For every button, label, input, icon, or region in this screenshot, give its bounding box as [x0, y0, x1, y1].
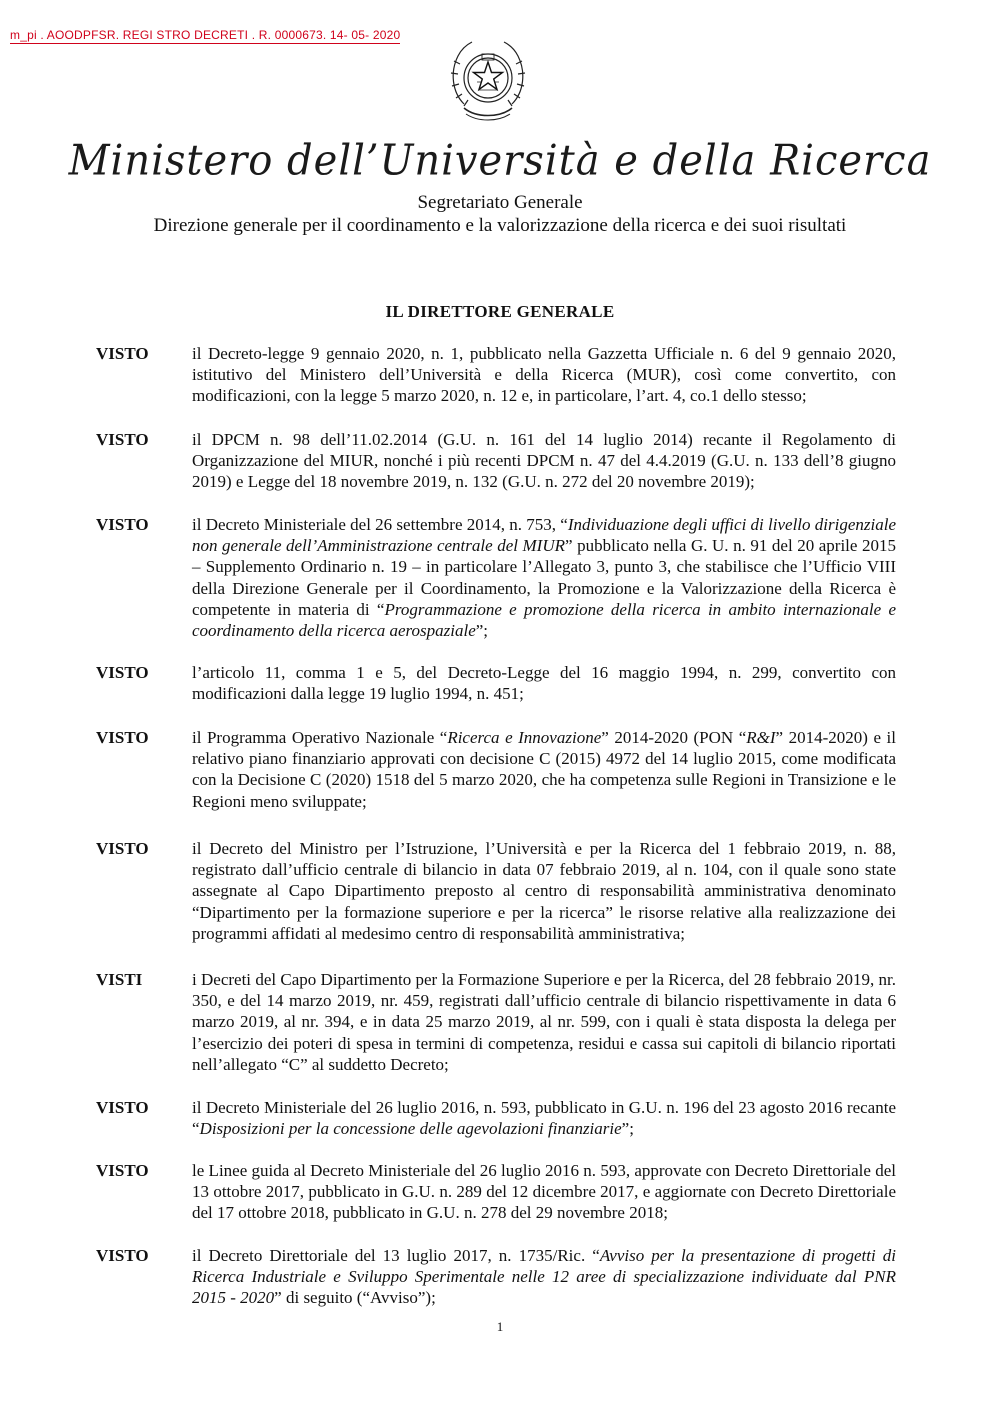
segretariato-heading: Segretariato Generale: [417, 192, 583, 213]
clause-keyword: VISTO: [96, 344, 149, 363]
clause-5: [96, 727, 896, 812]
clause-7: [96, 969, 896, 1075]
clause-body: il Decreto del Ministro per l’Istruzione, l’Università e per la Ricerca del 1 febbraio 2019, n. 88, registrato dall’ufficio centrale di bilancio in data 07 febbraio 2019, al n. 104, con il quale sono state assegnate al Capo Dipartimento preposto al centro di responsabilità amministrativa denominato “Dipartimento per la formazione superiore e per la ricerca” le risorse relative alla realizzazione dei programmi affidati al medesimo centro di responsabilità amministrativa;: [192, 839, 896, 943]
clause-2: [96, 429, 896, 493]
clause-body: i Decreti del Capo Dipartimento per la Formazione Superiore e per la Ricerca, del 28 febbraio 2019, nr. 350, e del 14 marzo 2019, nr. 459, registrati dall’ufficio centrale di bilancio rispettivamente in data 6 marzo 2019, al nr. 394, e in data 25 marzo 2019, al nr. 599, con i quali è stata disposta la delega per l’esercizio dei poteri di spesa in termini di competenza, residui e cassa sui capitoli di bilancio riportati nell’allegato “C” al suddetto Decreto;: [192, 970, 896, 1074]
clause-body: il Programma Operativo Nazionale “Ricerca e Innovazione” 2014-2020 (PON “R&I” 2014-2020) e il relativo piano finanziario approvati con decisione C (2015) 4972 del 14 luglio 2015, come modificata con la Decisione C (2020) 1518 del 5 marzo 2020, che ha competenza sulle Regioni in Transizione e le Regioni meno sviluppate;: [192, 728, 896, 811]
clause-1: [96, 343, 896, 407]
ministry-name: Ministero dell’Università e della Ricerca: [68, 136, 932, 186]
clause-body: le Linee guida al Decreto Ministeriale del 26 luglio 2016 n. 593, approvate con Decreto Direttoriale del 13 ottobre 2017, pubblicato in G.U. n. 289 del 12 dicembre 2017, e aggiornate con Decreto Direttoriale del 17 ottobre 2018, pubblicato in G.U. n. 278 del 29 novembre 2018;: [192, 1161, 896, 1223]
clause-9: [96, 1160, 896, 1224]
clause-body: il DPCM n. 98 dell’11.02.2014 (G.U. n. 161 del 14 luglio 2014) recante il Regolamento di Organizzazione del MIUR, nonché i più recenti DPCM n. 47 del 4.4.2019 (G.U. n. 133 dell’8 giugno 2019) e Legge del 18 novembre 2019, n. 132 (G.U. n. 272 del 20 novembre 2019);: [192, 430, 896, 492]
direzione-heading: Direzione generale per il coordinamento e la valorizzazione della ricerca e dei suoi risultati: [153, 215, 847, 236]
document-title: IL DIRETTORE GENERALE: [385, 302, 615, 321]
clause-body: il Decreto Direttoriale del 13 luglio 2017, n. 1735/Ric. “Avviso per la presentazione di progetti di Ricerca Industriale e Sviluppo Sperimentale nelle 12 aree di specializzazione individuate dal PNR 2015 - 2020” di seguito (“Avviso”);: [192, 1246, 896, 1308]
clause-4: [96, 662, 896, 704]
clause-body: il Decreto-legge 9 gennaio 2020, n. 1, pubblicato nella Gazzetta Ufficiale n. 6 del 9 gennaio 2020, istitutivo del Ministero dell’Università e della Ricerca (MUR), così come convertito, con modificazioni, con la legge 5 marzo 2020, n. 12 e, in particolare, l’art. 4, co.1 dello stesso;: [192, 344, 896, 406]
clause-6: [96, 838, 896, 944]
clause-3: [96, 514, 896, 641]
clause-keyword: VISTI: [96, 970, 143, 989]
clause-keyword: VISTO: [96, 515, 149, 534]
clause-body: l’articolo 11, comma 1 e 5, del Decreto-Legge del 16 maggio 1994, n. 299, convertito con modificazioni dalla legge 19 luglio 1994, n. 451;: [192, 663, 896, 704]
clause-8: [96, 1097, 896, 1139]
clause-body: il Decreto Ministeriale del 26 settembre 2014, n. 753, “Individuazione degli uffici di livello dirigenziale non generale dell’Amministrazione centrale del MIUR” pubblicato nella G. U. n. 91 del 20 aprile 2015 – Supplemento Ordinario n. 19 – in particolare l’Allegato 3, punto 3, che stabilisce che l’Ufficio VIII della Direzione Generale per il Coordinamento, la Promozione e la Valorizzazione della Ricerca è competente in materia di “Programmazione e promozione della ricerca in ambito internazionale e coordinamento della ricerca aerospaziale”;: [192, 515, 896, 641]
clause-keyword: VISTO: [96, 1161, 149, 1180]
italian-republic-emblem-icon: [446, 34, 530, 124]
clause-keyword: VISTO: [96, 728, 149, 747]
page-number: 1: [496, 1319, 504, 1334]
clause-keyword: VISTO: [96, 663, 149, 682]
clause-keyword: VISTO: [96, 839, 149, 858]
clause-keyword: VISTO: [96, 1246, 149, 1265]
clause-body: il Decreto Ministeriale del 26 luglio 2016, n. 593, pubblicato in G.U. n. 196 del 23 agosto 2016 recante “Disposizioni per la concessione delle agevolazioni finanziarie”;: [192, 1098, 896, 1139]
clause-keyword: VISTO: [96, 430, 149, 449]
clause-10: [96, 1245, 896, 1309]
protocol-stamp: m_pi . AOODPFSR. REGI STRO DECRETI . R. 0000673. 14- 05- 2020: [10, 28, 401, 42]
clause-keyword: VISTO: [96, 1098, 149, 1117]
